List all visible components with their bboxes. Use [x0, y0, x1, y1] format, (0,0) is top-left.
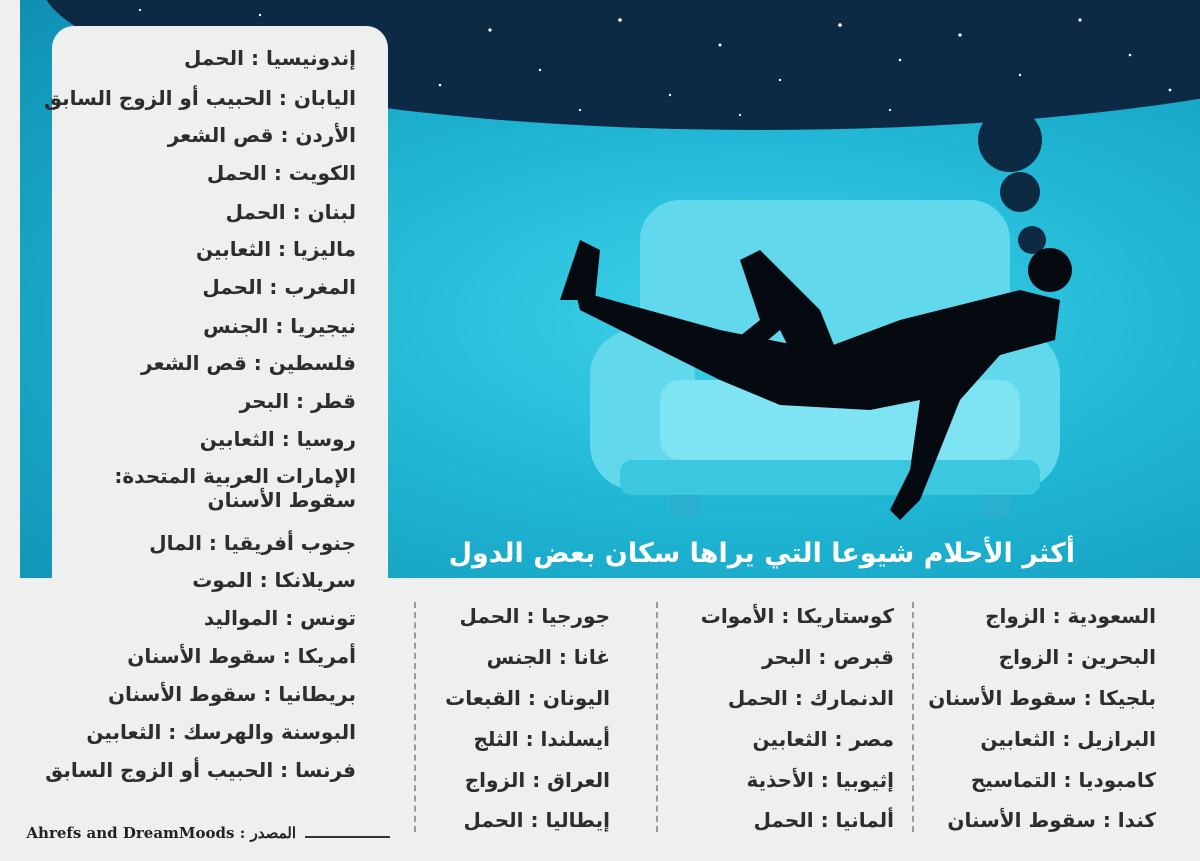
list-item: كوستاريكا : الأموات [700, 604, 894, 628]
list-item: سريلانكا : الموت [192, 568, 356, 592]
list-item: اليابان : الحبيب أو الزوج السابق [44, 86, 356, 110]
column-divider [656, 602, 658, 832]
list-item: مصر : الثعابين [752, 727, 894, 751]
list-item: جنوب أفريقيا : المال [149, 531, 356, 555]
source-value: Ahrefs and DreamMoods [26, 824, 235, 842]
dreams-list-column-3 [432, 596, 610, 846]
list-item: غانا : الجنس [486, 645, 610, 669]
list-item: المغرب : الحمل [202, 275, 356, 299]
list-item: السعودية : الزواج [985, 604, 1156, 628]
list-item: تونس : المواليد [203, 606, 356, 630]
list-item: لبنان : الحمل [225, 200, 356, 224]
list-item: قبرص : البحر [762, 645, 894, 669]
thought-bubble-medium [1000, 172, 1040, 212]
list-item: إيطاليا : الحمل [463, 808, 610, 832]
list-item: نيجيريا : الجنس [203, 314, 356, 338]
thought-bubble-large [978, 108, 1042, 172]
list-item: البحرين : الزواج [998, 645, 1156, 669]
list-item: الدنمارك : الحمل [727, 686, 894, 710]
list-item: فلسطين : قص الشعر [141, 351, 356, 375]
column-divider [414, 602, 416, 832]
list-item: كندا : سقوط الأسنان [947, 808, 1156, 832]
list-item: البوسنة والهرسك : الثعابين [86, 720, 356, 744]
list-item: فرنسا : الحبيب أو الزوج السابق [45, 758, 356, 782]
list-item: إندونيسيا : الحمل [183, 46, 356, 70]
list-item: ماليزيا : الثعابين [196, 237, 356, 261]
list-item: الكويت : الحمل [206, 161, 356, 185]
column-divider [912, 602, 914, 832]
headline: أكثر الأحلام شيوعا التي يراها سكان بعض الدول [448, 538, 1075, 569]
list-item: إثيوبيا : الأحذية [746, 768, 894, 792]
source-rule [305, 836, 390, 838]
list-item: أمريكا : سقوط الأسنان [127, 644, 356, 668]
list-item: ألمانيا : الحمل [753, 808, 894, 832]
dreams-list-left [44, 46, 356, 806]
list-item: قطر : البحر [239, 389, 356, 413]
dreams-list-column-1 [924, 596, 1156, 846]
list-item: جورجيا : الحمل [459, 604, 610, 628]
list-item: بلجيكا : سقوط الأسنان [928, 686, 1156, 710]
source-label: المصدر : [239, 824, 296, 842]
list-item: الأردن : قص الشعر [167, 123, 356, 147]
list-item: روسيا : الثعابين [199, 427, 356, 451]
list-item: العراق : الزواج [464, 768, 610, 792]
list-item: اليونان : القبعات [445, 686, 610, 710]
list-item: البرازيل : الثعابين [980, 727, 1156, 751]
list-item: أيسلندا : الثلج [473, 727, 610, 751]
list-item: بريطانيا : سقوط الأسنان [107, 682, 356, 706]
dreams-list-column-2 [680, 596, 894, 846]
list-item: الإمارات العربية المتحدة: سقوط الأسنان [114, 464, 356, 512]
source-credit [14, 824, 296, 842]
list-item: كامبوديا : التماسيح [970, 768, 1156, 792]
